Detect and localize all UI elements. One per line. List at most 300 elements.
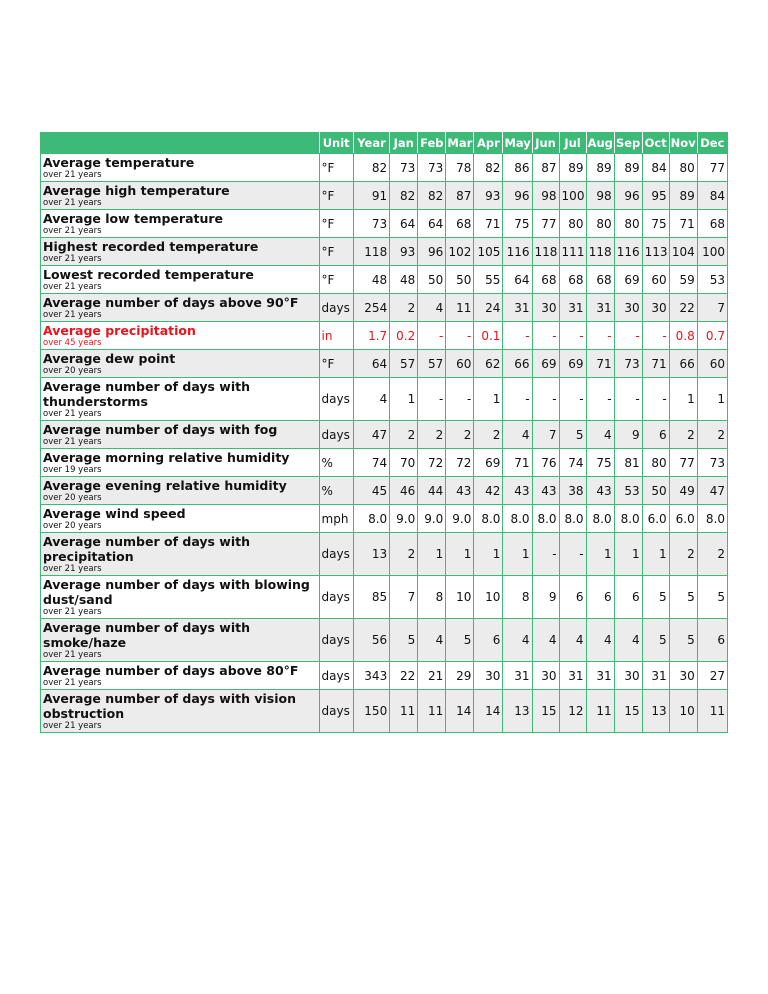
value-cell: 13 <box>353 533 389 576</box>
value-cell: 68 <box>532 266 559 294</box>
value-cell: 56 <box>353 619 389 662</box>
value-cell: 22 <box>669 294 697 322</box>
value-cell: 84 <box>642 154 669 182</box>
value-cell: 64 <box>503 266 532 294</box>
value-cell: 29 <box>446 662 474 690</box>
row-subtitle: over 21 years <box>43 409 102 419</box>
header-cell-feb: Feb <box>418 133 446 154</box>
header-cell-may: May <box>503 133 532 154</box>
climate-table <box>40 132 728 733</box>
value-cell: 10 <box>474 576 503 619</box>
table-row <box>41 378 728 421</box>
table-row <box>41 576 728 619</box>
value-cell: 0.2 <box>390 322 418 350</box>
value-cell: 53 <box>697 266 727 294</box>
table-row <box>41 690 728 733</box>
value-cell: 73 <box>697 449 727 477</box>
value-cell: 30 <box>474 662 503 690</box>
value-cell: 8.0 <box>559 505 586 533</box>
value-cell: 71 <box>642 350 669 378</box>
value-cell: - <box>418 378 446 421</box>
value-cell: 6 <box>697 619 727 662</box>
value-cell: 75 <box>586 449 614 477</box>
value-cell: 30 <box>642 294 669 322</box>
value-cell: 93 <box>390 238 418 266</box>
value-cell: 6 <box>614 576 642 619</box>
value-cell: 80 <box>614 210 642 238</box>
value-cell: 116 <box>614 238 642 266</box>
value-cell: 5 <box>642 619 669 662</box>
value-cell: 84 <box>697 182 727 210</box>
value-cell: 1 <box>390 378 418 421</box>
value-cell: 6.0 <box>669 505 697 533</box>
value-cell: 24 <box>474 294 503 322</box>
value-cell: 9 <box>532 576 559 619</box>
value-cell: 11 <box>418 690 446 733</box>
row-subtitle: over 21 years <box>43 607 102 617</box>
value-cell: 0.7 <box>697 322 727 350</box>
row-title: Highest recorded temperature <box>43 239 259 254</box>
value-cell: - <box>503 378 532 421</box>
value-cell: - <box>418 322 446 350</box>
value-cell: 8.0 <box>474 505 503 533</box>
row-title: Average number of days with fog <box>43 422 278 437</box>
unit-cell: days <box>319 421 353 449</box>
value-cell: - <box>532 533 559 576</box>
unit-cell: in <box>319 322 353 350</box>
value-cell: 31 <box>503 294 532 322</box>
value-cell: 8 <box>418 576 446 619</box>
header-cell-apr: Apr <box>474 133 503 154</box>
unit-cell: % <box>319 477 353 505</box>
value-cell: 49 <box>669 477 697 505</box>
value-cell: 75 <box>642 210 669 238</box>
value-cell: 6 <box>559 576 586 619</box>
table-body <box>41 154 728 733</box>
value-cell: 1 <box>614 533 642 576</box>
value-cell: 96 <box>614 182 642 210</box>
header-cell-oct: Oct <box>642 133 669 154</box>
value-cell: 14 <box>474 690 503 733</box>
value-cell: 15 <box>614 690 642 733</box>
value-cell: 11 <box>446 294 474 322</box>
header-cell-dec: Dec <box>697 133 727 154</box>
row-subtitle: over 45 years <box>43 338 102 348</box>
table-row <box>41 154 728 182</box>
value-cell: 2 <box>446 421 474 449</box>
value-cell: - <box>446 378 474 421</box>
row-title: Average wind speed <box>43 506 186 521</box>
row-label-cell <box>41 238 320 266</box>
row-subtitle: over 21 years <box>43 282 102 292</box>
value-cell: 11 <box>586 690 614 733</box>
row-label-cell <box>41 322 320 350</box>
value-cell: 98 <box>586 182 614 210</box>
value-cell: 5 <box>446 619 474 662</box>
unit-cell: °F <box>319 182 353 210</box>
value-cell: 45 <box>353 477 389 505</box>
header-cell-sep: Sep <box>614 133 642 154</box>
value-cell: 43 <box>503 477 532 505</box>
value-cell: 11 <box>697 690 727 733</box>
value-cell: 9 <box>614 421 642 449</box>
value-cell: 44 <box>418 477 446 505</box>
value-cell: 55 <box>474 266 503 294</box>
row-subtitle: over 20 years <box>43 493 102 503</box>
row-label-cell <box>41 350 320 378</box>
value-cell: - <box>532 322 559 350</box>
value-cell: 73 <box>418 154 446 182</box>
value-cell: 75 <box>503 210 532 238</box>
unit-cell: days <box>319 662 353 690</box>
header-cell-jun: Jun <box>532 133 559 154</box>
row-title: Average high temperature <box>43 183 230 198</box>
value-cell: - <box>559 533 586 576</box>
table-row <box>41 350 728 378</box>
row-label-cell <box>41 505 320 533</box>
header-label-cell <box>41 133 320 154</box>
value-cell: 89 <box>559 154 586 182</box>
row-subtitle: over 21 years <box>43 564 102 574</box>
value-cell: 72 <box>418 449 446 477</box>
row-label-cell <box>41 662 320 690</box>
unit-cell: °F <box>319 154 353 182</box>
value-cell: 27 <box>697 662 727 690</box>
value-cell: 4 <box>559 619 586 662</box>
unit-cell: °F <box>319 266 353 294</box>
row-label-cell <box>41 449 320 477</box>
value-cell: 50 <box>418 266 446 294</box>
value-cell: 53 <box>614 477 642 505</box>
header-cell-unit: Unit <box>319 133 353 154</box>
value-cell: 73 <box>353 210 389 238</box>
row-subtitle: over 19 years <box>43 465 102 475</box>
value-cell: 8.0 <box>532 505 559 533</box>
value-cell: 82 <box>418 182 446 210</box>
value-cell: 43 <box>446 477 474 505</box>
value-cell: 68 <box>446 210 474 238</box>
value-cell: 4 <box>614 619 642 662</box>
value-cell: 4 <box>418 619 446 662</box>
value-cell: 96 <box>503 182 532 210</box>
value-cell: 47 <box>353 421 389 449</box>
value-cell: 60 <box>446 350 474 378</box>
row-subtitle: over 20 years <box>43 366 102 376</box>
value-cell: - <box>586 378 614 421</box>
value-cell: 59 <box>669 266 697 294</box>
row-subtitle: over 21 years <box>43 254 102 264</box>
value-cell: 64 <box>418 210 446 238</box>
row-subtitle: over 21 years <box>43 437 102 447</box>
value-cell: 8.0 <box>697 505 727 533</box>
row-title: Average dew point <box>43 351 176 366</box>
value-cell: 9.0 <box>446 505 474 533</box>
row-label-cell <box>41 378 320 421</box>
value-cell: - <box>586 322 614 350</box>
value-cell: 2 <box>669 533 697 576</box>
value-cell: - <box>559 378 586 421</box>
value-cell: 7 <box>697 294 727 322</box>
value-cell: 68 <box>697 210 727 238</box>
value-cell: 1 <box>418 533 446 576</box>
row-label-cell <box>41 294 320 322</box>
value-cell: 62 <box>474 350 503 378</box>
value-cell: 4 <box>503 421 532 449</box>
row-label-cell <box>41 421 320 449</box>
table-row <box>41 421 728 449</box>
row-subtitle: over 21 years <box>43 678 102 688</box>
table-row <box>41 294 728 322</box>
value-cell: 5 <box>669 576 697 619</box>
value-cell: 6 <box>642 421 669 449</box>
value-cell: 1 <box>697 378 727 421</box>
value-cell: 2 <box>390 533 418 576</box>
value-cell: 2 <box>697 421 727 449</box>
value-cell: 4 <box>586 619 614 662</box>
value-cell: 4 <box>532 619 559 662</box>
table-row <box>41 322 728 350</box>
value-cell: 87 <box>446 182 474 210</box>
value-cell: 5 <box>642 576 669 619</box>
row-title: Average number of days with blowing dust/sand <box>43 577 310 607</box>
table-row <box>41 449 728 477</box>
value-cell: 12 <box>559 690 586 733</box>
value-cell: 50 <box>446 266 474 294</box>
value-cell: 85 <box>353 576 389 619</box>
value-cell: 4 <box>353 378 389 421</box>
row-label-cell <box>41 477 320 505</box>
value-cell: 1.7 <box>353 322 389 350</box>
header-cell-nov: Nov <box>669 133 697 154</box>
row-title: Average number of days with thunderstorms <box>43 379 251 409</box>
value-cell: 343 <box>353 662 389 690</box>
row-subtitle: over 21 years <box>43 721 102 731</box>
value-cell: 91 <box>353 182 389 210</box>
value-cell: 0.1 <box>474 322 503 350</box>
unit-cell: days <box>319 533 353 576</box>
value-cell: 7 <box>390 576 418 619</box>
value-cell: 9.0 <box>390 505 418 533</box>
value-cell: 9.0 <box>418 505 446 533</box>
table-row <box>41 662 728 690</box>
unit-cell: % <box>319 449 353 477</box>
row-subtitle: over 20 years <box>43 521 102 531</box>
value-cell: 76 <box>532 449 559 477</box>
value-cell: 1 <box>642 533 669 576</box>
value-cell: - <box>614 322 642 350</box>
table-row <box>41 505 728 533</box>
value-cell: 100 <box>697 238 727 266</box>
value-cell: 50 <box>642 477 669 505</box>
value-cell: 73 <box>614 350 642 378</box>
value-cell: 80 <box>559 210 586 238</box>
value-cell: 70 <box>390 449 418 477</box>
row-subtitle: over 21 years <box>43 198 102 208</box>
value-cell: 30 <box>669 662 697 690</box>
value-cell: 38 <box>559 477 586 505</box>
row-subtitle: over 21 years <box>43 650 102 660</box>
value-cell: 31 <box>503 662 532 690</box>
value-cell: 66 <box>669 350 697 378</box>
value-cell: 8 <box>503 576 532 619</box>
value-cell: 22 <box>390 662 418 690</box>
value-cell: 78 <box>446 154 474 182</box>
value-cell: 1 <box>474 378 503 421</box>
value-cell: 96 <box>418 238 446 266</box>
value-cell: 8.0 <box>353 505 389 533</box>
value-cell: 10 <box>446 576 474 619</box>
value-cell: 64 <box>390 210 418 238</box>
value-cell: 8.0 <box>586 505 614 533</box>
value-cell: 8.0 <box>614 505 642 533</box>
value-cell: 71 <box>474 210 503 238</box>
table-row <box>41 533 728 576</box>
table-row <box>41 238 728 266</box>
unit-cell: days <box>319 619 353 662</box>
value-cell: 30 <box>532 294 559 322</box>
header-cell-jul: Jul <box>559 133 586 154</box>
value-cell: 80 <box>642 449 669 477</box>
value-cell: 100 <box>559 182 586 210</box>
row-title: Average low temperature <box>43 211 224 226</box>
value-cell: 116 <box>503 238 532 266</box>
value-cell: 11 <box>390 690 418 733</box>
value-cell: 89 <box>669 182 697 210</box>
value-cell: 13 <box>642 690 669 733</box>
value-cell: 87 <box>532 154 559 182</box>
value-cell: 57 <box>418 350 446 378</box>
row-title: Average morning relative humidity <box>43 450 290 465</box>
value-cell: 31 <box>559 662 586 690</box>
value-cell: 2 <box>474 421 503 449</box>
value-cell: 71 <box>586 350 614 378</box>
value-cell: 4 <box>586 421 614 449</box>
value-cell: 4 <box>418 294 446 322</box>
row-label-cell <box>41 533 320 576</box>
value-cell: 64 <box>353 350 389 378</box>
header-cell-year: Year <box>353 133 389 154</box>
value-cell: 13 <box>503 690 532 733</box>
row-label-cell <box>41 210 320 238</box>
value-cell: 30 <box>614 294 642 322</box>
value-cell: 30 <box>532 662 559 690</box>
value-cell: 111 <box>559 238 586 266</box>
value-cell: 113 <box>642 238 669 266</box>
value-cell: 86 <box>503 154 532 182</box>
row-title: Lowest recorded temperature <box>43 267 254 282</box>
row-label-cell <box>41 690 320 733</box>
value-cell: 82 <box>474 154 503 182</box>
row-title: Average temperature <box>43 155 195 170</box>
value-cell: 31 <box>559 294 586 322</box>
table-row <box>41 477 728 505</box>
value-cell: 89 <box>586 154 614 182</box>
value-cell: 69 <box>614 266 642 294</box>
value-cell: 48 <box>353 266 389 294</box>
value-cell: 5 <box>559 421 586 449</box>
row-label-cell <box>41 576 320 619</box>
unit-cell: mph <box>319 505 353 533</box>
value-cell: 102 <box>446 238 474 266</box>
row-label-cell <box>41 182 320 210</box>
value-cell: 71 <box>669 210 697 238</box>
value-cell: 8.0 <box>503 505 532 533</box>
row-label-cell <box>41 154 320 182</box>
value-cell: 2 <box>390 421 418 449</box>
value-cell: - <box>559 322 586 350</box>
row-subtitle: over 21 years <box>43 310 102 320</box>
value-cell: 1 <box>586 533 614 576</box>
value-cell: 80 <box>669 154 697 182</box>
value-cell: - <box>642 322 669 350</box>
value-cell: 66 <box>503 350 532 378</box>
value-cell: 82 <box>353 154 389 182</box>
value-cell: 118 <box>353 238 389 266</box>
value-cell: 5 <box>390 619 418 662</box>
value-cell: 74 <box>353 449 389 477</box>
value-cell: 68 <box>586 266 614 294</box>
row-label-cell <box>41 619 320 662</box>
value-cell: 21 <box>418 662 446 690</box>
value-cell: 1 <box>669 378 697 421</box>
unit-cell: days <box>319 576 353 619</box>
value-cell: 80 <box>586 210 614 238</box>
value-cell: 254 <box>353 294 389 322</box>
unit-cell: days <box>319 378 353 421</box>
value-cell: 98 <box>532 182 559 210</box>
table-row <box>41 210 728 238</box>
value-cell: 81 <box>614 449 642 477</box>
value-cell: 1 <box>503 533 532 576</box>
header-cell-mar: Mar <box>446 133 474 154</box>
value-cell: 93 <box>474 182 503 210</box>
value-cell: - <box>503 322 532 350</box>
row-title: Average number of days above 80°F <box>43 663 299 678</box>
unit-cell: days <box>319 294 353 322</box>
value-cell: 5 <box>697 576 727 619</box>
value-cell: 69 <box>559 350 586 378</box>
value-cell: 71 <box>503 449 532 477</box>
row-subtitle: over 21 years <box>43 226 102 236</box>
value-cell: 31 <box>586 294 614 322</box>
value-cell: 60 <box>697 350 727 378</box>
value-cell: 6 <box>474 619 503 662</box>
table-row <box>41 266 728 294</box>
value-cell: 69 <box>532 350 559 378</box>
value-cell: 5 <box>669 619 697 662</box>
value-cell: 68 <box>559 266 586 294</box>
value-cell: 1 <box>446 533 474 576</box>
value-cell: 150 <box>353 690 389 733</box>
value-cell: 77 <box>669 449 697 477</box>
value-cell: 43 <box>586 477 614 505</box>
value-cell: 47 <box>697 477 727 505</box>
row-title: Average number of days with smoke/haze <box>43 620 251 650</box>
value-cell: 7 <box>532 421 559 449</box>
row-title: Average evening relative humidity <box>43 478 287 493</box>
value-cell: 105 <box>474 238 503 266</box>
value-cell: 72 <box>446 449 474 477</box>
row-subtitle: over 21 years <box>43 170 102 180</box>
value-cell: 15 <box>532 690 559 733</box>
value-cell: 57 <box>390 350 418 378</box>
unit-cell: °F <box>319 238 353 266</box>
row-label-cell <box>41 266 320 294</box>
value-cell: 60 <box>642 266 669 294</box>
unit-cell: °F <box>319 350 353 378</box>
unit-cell: °F <box>319 210 353 238</box>
row-title: Average number of days above 90°F <box>43 295 299 310</box>
